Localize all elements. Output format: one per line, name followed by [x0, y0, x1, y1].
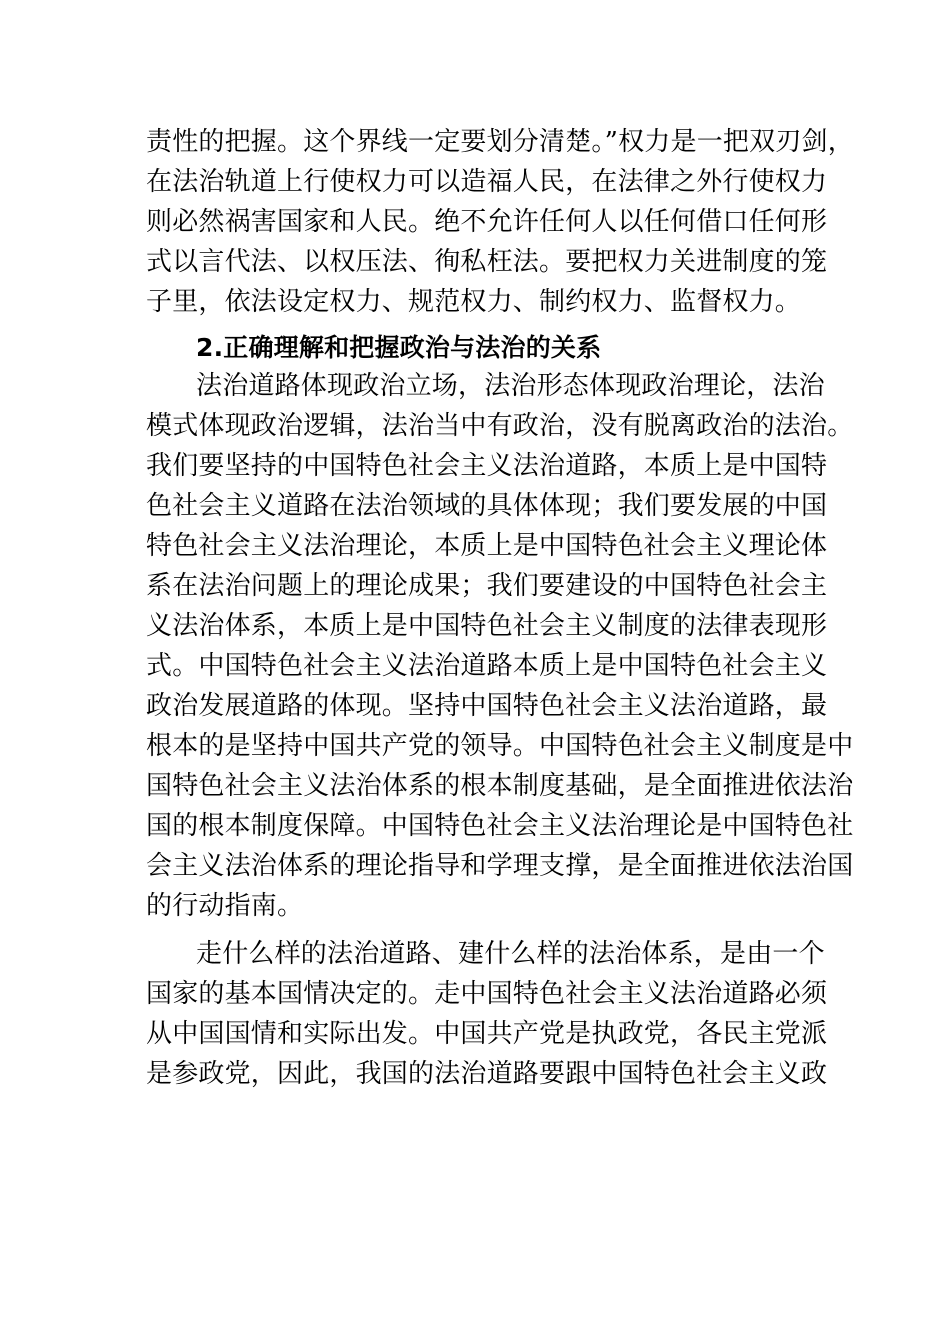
paragraph-3-line-3: 从中国国情和实际出发。中国共产党是执政党，各民主党派 — [146, 1019, 828, 1049]
paragraph-3-line-2: 国家的基本国情决定的。走中国特色社会主义法治道路必须 — [146, 979, 828, 1009]
paragraph-2-line-6: 系在法治问题上的理论成果；我们要建设的中国特色社会主 — [146, 571, 828, 601]
paragraph-2-line-13: 会主义法治体系的理论指导和学理支撑，是全面推进依法治国 — [146, 851, 854, 881]
paragraph-2-line-7: 义法治体系，本质上是中国特色社会主义制度的法律表现形 — [146, 611, 828, 641]
section-heading: 2.正确理解和把握政治与法治的关系 — [196, 333, 602, 362]
paragraph-2-line-8: 式。中国特色社会主义法治道路本质上是中国特色社会主义 — [146, 651, 828, 681]
paragraph-1-line-4: 式以言代法、以权压法、徇私枉法。要把权力关进制度的笼 — [146, 247, 828, 277]
paragraph-2-line-5: 特色社会主义法治理论，本质上是中国特色社会主义理论体 — [146, 531, 828, 561]
paragraph-2-line-12: 国的根本制度保障。中国特色社会主义法治理论是中国特色社 — [146, 811, 854, 841]
paragraph-2-line-11: 国特色社会主义法治体系的根本制度基础，是全面推进依法治 — [146, 771, 854, 801]
paragraph-2-line-10: 根本的是坚持中国共产党的领导。中国特色社会主义制度是中 — [146, 731, 854, 761]
paragraph-3-line-4: 是参政党，因此，我国的法治道路要跟中国特色社会主义政 — [146, 1059, 828, 1089]
paragraph-2-line-4: 色社会主义道路在法治领域的具体体现；我们要发展的中国 — [146, 491, 828, 521]
paragraph-2-line-2: 模式体现政治逻辑，法治当中有政治，没有脱离政治的法治。 — [146, 411, 854, 441]
paragraph-3-line-1: 走什么样的法治道路、建什么样的法治体系，是由一个 — [196, 939, 825, 969]
paragraph-1-line-5: 子里，依法设定权力、规范权力、制约权力、监督权力。 — [146, 287, 802, 317]
paragraph-2-line-3: 我们要坚持的中国特色社会主义法治道路，本质上是中国特 — [146, 451, 828, 481]
paragraph-1-line-2: 在法治轨道上行使权力可以造福人民，在法律之外行使权力 — [146, 167, 828, 197]
paragraph-2-line-14: 的行动指南。 — [146, 891, 304, 921]
paragraph-2-line-9: 政治发展道路的体现。坚持中国特色社会主义法治道路，最 — [146, 691, 828, 721]
paragraph-1-line-1: 责性的把握。这个界线一定要划分清楚。”权力是一把双刃剑， — [146, 127, 854, 157]
paragraph-2-line-1: 法治道路体现政治立场，法治形态体现政治理论，法治 — [196, 371, 825, 401]
paragraph-1-line-3: 则必然祸害国家和人民。绝不允许任何人以任何借口任何形 — [146, 207, 828, 237]
